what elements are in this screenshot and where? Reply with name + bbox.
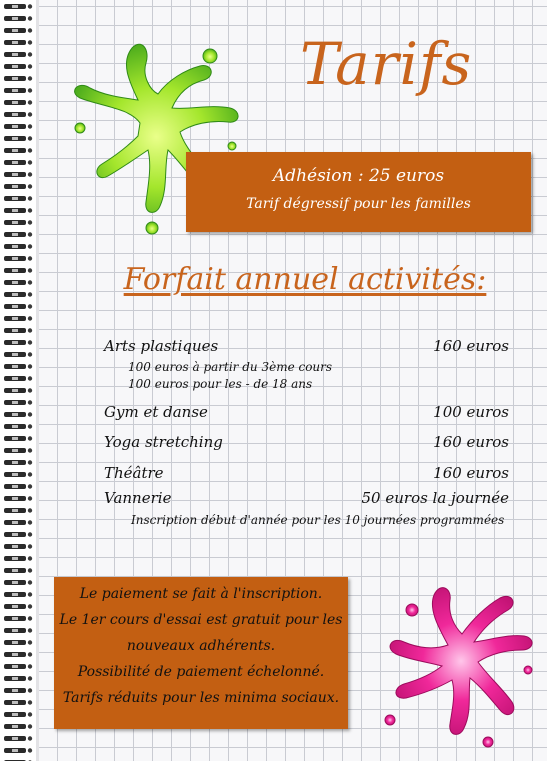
binding-hole <box>28 724 32 728</box>
activity-name: Vannerie <box>104 489 172 507</box>
activity-price: 50 euros la journée <box>361 489 509 507</box>
spiral-coil-highlight <box>12 161 18 164</box>
binding-hole <box>28 592 32 596</box>
spiral-coil-highlight <box>12 437 18 440</box>
binding-hole <box>28 160 32 164</box>
binding-hole <box>28 196 32 200</box>
spiral-coil-highlight <box>12 497 18 500</box>
binding-hole <box>28 556 32 560</box>
spiral-coil-highlight <box>12 305 18 308</box>
binding-hole <box>28 268 32 272</box>
binding-hole <box>28 448 32 452</box>
spiral-coil-highlight <box>12 113 18 116</box>
binding-hole <box>28 100 32 104</box>
vannerie-note: Inscription début d'année pour les 10 journées programmées <box>131 513 505 527</box>
spiral-coil-highlight <box>12 101 18 104</box>
binding-hole <box>28 112 32 116</box>
binding-hole <box>28 664 32 668</box>
spiral-coil-highlight <box>12 353 18 356</box>
binding-hole <box>28 148 32 152</box>
spiral-coil-highlight <box>12 569 18 572</box>
binding-hole <box>28 712 32 716</box>
spiral-coil-highlight <box>12 5 18 8</box>
spiral-coil-highlight <box>12 341 18 344</box>
binding-hole <box>28 508 32 512</box>
binding-hole <box>28 316 32 320</box>
spiral-coil-highlight <box>12 521 18 524</box>
binding-hole <box>28 328 32 332</box>
binding-hole <box>28 388 32 392</box>
section-heading: Forfait annuel activités: <box>123 262 487 297</box>
spiral-coil-highlight <box>12 677 18 680</box>
spiral-coil-highlight <box>12 233 18 236</box>
spiral-binding <box>0 0 36 761</box>
arts-note: 100 euros pour les - de 18 ans <box>128 377 313 391</box>
spiral-coil-highlight <box>12 293 18 296</box>
pink-splash-decoration <box>368 570 543 755</box>
activity-price: 160 euros <box>433 464 509 482</box>
spiral-coil-highlight <box>12 413 18 416</box>
spiral-coil-highlight <box>12 449 18 452</box>
spiral-coil-highlight <box>12 461 18 464</box>
binding-hole <box>28 604 32 608</box>
spiral-coil-highlight <box>12 209 18 212</box>
binding-hole <box>28 208 32 212</box>
binding-hole <box>28 256 32 260</box>
spiral-coil-highlight <box>12 65 18 68</box>
arts-note: 100 euros à partir du 3ème cours <box>128 360 333 374</box>
binding-hole <box>28 496 32 500</box>
spiral-coil-highlight <box>12 485 18 488</box>
spiral-coil-highlight <box>12 173 18 176</box>
binding-hole <box>28 688 32 692</box>
spiral-coil-highlight <box>12 137 18 140</box>
binding-hole <box>28 400 32 404</box>
spiral-coil-highlight <box>12 581 18 584</box>
binding-edge <box>36 0 39 761</box>
binding-hole <box>28 652 32 656</box>
binding-hole <box>28 4 32 8</box>
binding-hole <box>28 340 32 344</box>
binding-hole <box>28 736 32 740</box>
spiral-coil-highlight <box>12 377 18 380</box>
membership-fee: Adhésion : 25 euros <box>272 166 445 186</box>
activity-price: 160 euros <box>433 337 509 355</box>
spiral-coil-highlight <box>12 197 18 200</box>
activity-name: Théâtre <box>104 464 164 482</box>
binding-hole <box>28 484 32 488</box>
spiral-coil-highlight <box>12 545 18 548</box>
binding-hole <box>28 304 32 308</box>
activity-price: 160 euros <box>433 433 509 451</box>
payment-line: Le paiement se fait à l'inscription. <box>79 586 323 602</box>
activity-price: 100 euros <box>433 403 509 421</box>
binding-hole <box>28 364 32 368</box>
binding-hole <box>28 124 32 128</box>
spiral-coil-highlight <box>12 557 18 560</box>
binding-hole <box>28 280 32 284</box>
spiral-coil-highlight <box>12 281 18 284</box>
payment-line: nouveaux adhérents. <box>126 638 276 654</box>
binding-hole <box>28 352 32 356</box>
spiral-coil-highlight <box>12 701 18 704</box>
binding-hole <box>28 700 32 704</box>
spiral-coil-highlight <box>12 53 18 56</box>
binding-hole <box>28 40 32 44</box>
binding-hole <box>28 616 32 620</box>
spiral-coil-highlight <box>12 89 18 92</box>
spiral-coil-highlight <box>12 737 18 740</box>
binding-hole <box>28 376 32 380</box>
binding-hole <box>28 748 32 752</box>
binding-hole <box>28 436 32 440</box>
binding-hole <box>28 28 32 32</box>
payment-line: Le 1er cours d'essai est gratuit pour les <box>59 612 343 628</box>
binding-hole <box>28 568 32 572</box>
spiral-coil-highlight <box>12 593 18 596</box>
payment-line: Possibilité de paiement échelonné. <box>77 664 325 680</box>
spiral-coil-highlight <box>12 221 18 224</box>
payment-info-box <box>54 577 348 729</box>
spiral-coil-highlight <box>12 365 18 368</box>
spiral-coil-highlight <box>12 605 18 608</box>
binding-hole <box>28 412 32 416</box>
binding-hole <box>28 76 32 80</box>
spiral-coil-highlight <box>12 653 18 656</box>
binding-hole <box>28 232 32 236</box>
binding-hole <box>28 220 32 224</box>
spiral-coil-highlight <box>12 665 18 668</box>
payment-line: Tarifs réduits pour les minima sociaux. <box>62 690 340 706</box>
spiral-coil-highlight <box>12 509 18 512</box>
spiral-coil-highlight <box>12 641 18 644</box>
binding-hole <box>28 424 32 428</box>
spiral-coil-highlight <box>12 317 18 320</box>
spiral-coil-highlight <box>12 473 18 476</box>
binding-hole <box>28 172 32 176</box>
spiral-coil-highlight <box>12 629 18 632</box>
spiral-coil-highlight <box>12 401 18 404</box>
spiral-coil-highlight <box>12 125 18 128</box>
binding-hole <box>28 52 32 56</box>
activity-name: Arts plastiques <box>104 337 219 355</box>
spiral-coil-highlight <box>12 725 18 728</box>
binding-hole <box>28 136 32 140</box>
spiral-coil-highlight <box>12 329 18 332</box>
spiral-coil-highlight <box>12 689 18 692</box>
binding-hole <box>28 532 32 536</box>
binding-hole <box>28 520 32 524</box>
binding-hole <box>28 244 32 248</box>
binding-hole <box>28 64 32 68</box>
binding-hole <box>28 460 32 464</box>
spiral-coil-highlight <box>12 425 18 428</box>
spiral-coil-highlight <box>12 17 18 20</box>
binding-hole <box>28 628 32 632</box>
binding-hole <box>28 580 32 584</box>
spiral-coil-highlight <box>12 257 18 260</box>
spiral-coil-highlight <box>12 533 18 536</box>
spiral-coil-highlight <box>12 749 18 752</box>
membership-box <box>186 152 531 232</box>
spiral-coil-highlight <box>12 269 18 272</box>
binding-hole <box>28 640 32 644</box>
spiral-coil-highlight <box>12 713 18 716</box>
spiral-coil-highlight <box>12 389 18 392</box>
page-title: Tarifs <box>300 30 473 98</box>
activity-name: Yoga stretching <box>104 433 223 451</box>
family-discount-note: Tarif dégressif pour les familles <box>246 196 471 212</box>
binding-hole <box>28 88 32 92</box>
binding-hole <box>28 544 32 548</box>
spiral-coil-highlight <box>12 41 18 44</box>
spiral-coil-highlight <box>12 185 18 188</box>
spiral-coil-highlight <box>12 149 18 152</box>
binding-hole <box>28 184 32 188</box>
spiral-coil-highlight <box>12 245 18 248</box>
spiral-coil-highlight <box>12 77 18 80</box>
spiral-coil-highlight <box>12 617 18 620</box>
spiral-coil-highlight <box>12 29 18 32</box>
binding-hole <box>28 16 32 20</box>
binding-hole <box>28 292 32 296</box>
binding-hole <box>28 676 32 680</box>
activity-name: Gym et danse <box>104 403 208 421</box>
binding-hole <box>28 472 32 476</box>
